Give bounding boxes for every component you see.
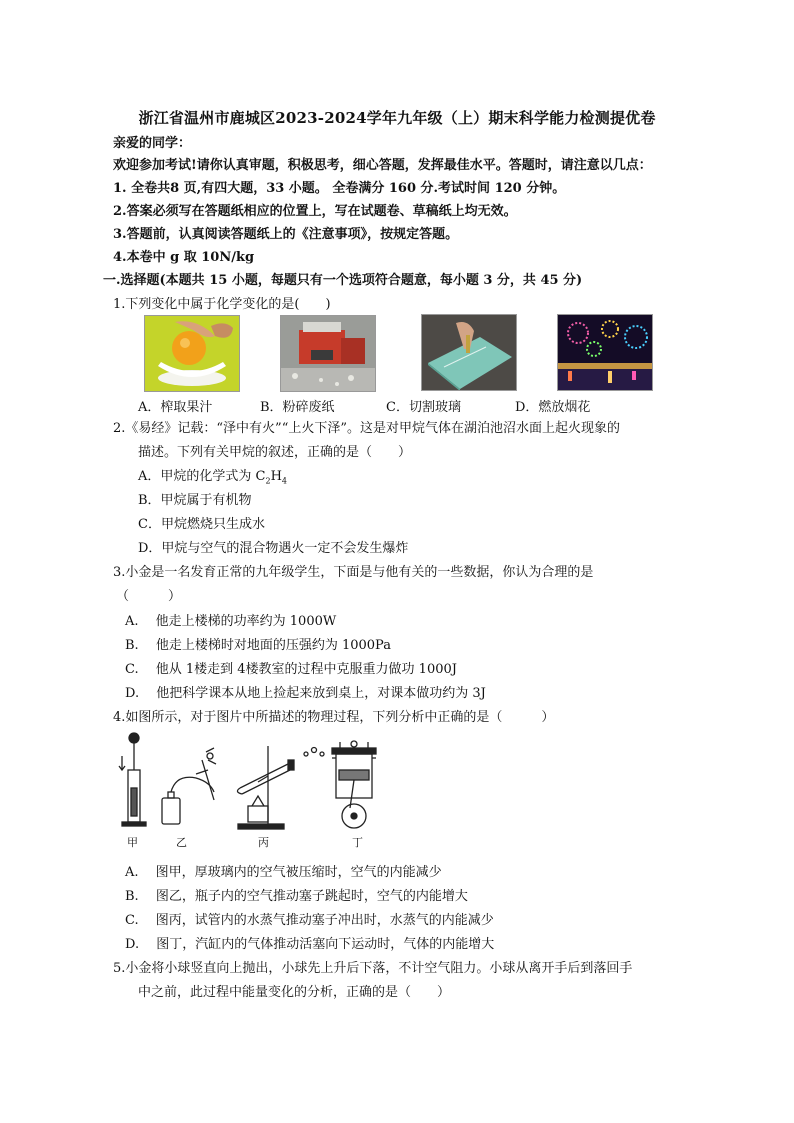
glass-cutting-photo: [421, 314, 517, 391]
question-2-option-b[interactable]: B．甲烷属于有机物: [138, 493, 252, 508]
juice-photo: [144, 315, 240, 392]
question-1-stem: 1.下列变化中属于化学变化的是( ): [113, 297, 331, 312]
notice-intro: 欢迎参加考试!请你认真审题，积极思考，细心答题，发挥最佳水平。答题时，请注意以几点：: [113, 158, 652, 173]
question-1-option-a[interactable]: A．榨取果汁: [138, 400, 213, 415]
section-heading: 一.选择题(本题共 15 小题，每题只有一个选项符合题意，每小题 3 分，共 45 分): [103, 273, 583, 288]
glass-cutting-image: [422, 315, 516, 390]
question-4-option-d[interactable]: D. 图丁，汽缸内的气体推动活塞向下运动时，气体的内能增大: [125, 937, 495, 952]
question-5-stem-line2: 中之前，此过程中能量变化的分析，正确的是（ ）: [138, 985, 451, 1000]
question-4-option-b[interactable]: B. 图乙，瓶子内的空气推动塞子跳起时，空气的内能增大: [125, 889, 468, 904]
greeting: 亲爱的同学：: [113, 136, 192, 151]
question-1-option-b[interactable]: B．粉碎废纸: [260, 400, 335, 415]
notice-4: 4.本卷中 g 取 10N/kg: [113, 250, 255, 265]
question-3-option-a[interactable]: A. 他走上楼梯的功率约为 1000W: [125, 614, 337, 629]
fireworks-photo: [557, 314, 653, 391]
question-2-option-a[interactable]: A．甲烷的化学式为 $C_2H_4$: [138, 469, 287, 486]
shredder-photo: [280, 315, 376, 392]
figure-label-ding: 丁: [352, 836, 363, 849]
question-3-option-c[interactable]: C. 他从 1楼走到 4楼教室的过程中克服重力做功 1000J: [125, 662, 457, 677]
notice-1: 1. 全卷共8 页,有四大题，33 小题。 全卷满分 160 分.考试时间 120 分钟。: [113, 181, 566, 196]
figure-label-yi: 乙: [176, 836, 187, 849]
question-3-option-b[interactable]: B. 他走上楼梯时对地面的压强约为 1000Pa: [125, 638, 391, 653]
fireworks-image: [558, 315, 652, 390]
question-2-option-c[interactable]: C．甲烷燃烧只生成水: [138, 517, 265, 532]
figure-label-jia: 甲: [127, 836, 138, 849]
question-3-option-d[interactable]: D. 他把科学课本从地上捡起来放到桌上，对课本做功约为 3J: [125, 686, 486, 701]
shredder-image: [281, 316, 375, 391]
question-1-options: [138, 396, 698, 414]
notice-3: 3.答题前，认真阅读答题纸上的《注意事项》，按规定答题。: [113, 227, 459, 242]
question-1-option-c[interactable]: C．切割玻璃: [386, 400, 461, 415]
question-4-option-c[interactable]: C. 图丙，试管内的水蒸气推动塞子冲出时，水蒸气的内能减少: [125, 913, 494, 928]
question-2-stem-line2: 描述。下列有关甲烷的叙述，正确的是（ ）: [138, 445, 412, 460]
question-3-stem-line1: 3.小金是一名发育正常的九年级学生，下面是与他有关的一些数据，你认为合理的是: [113, 565, 594, 580]
apparatus-diagram: [118, 730, 398, 848]
question-4-stem: 4.如图所示，对于图片中所描述的物理过程，下列分析中正确的是（ ）: [113, 710, 555, 725]
notice-2: 2.答案必须写在答题纸相应的位置上，写在试题卷、草稿纸上均无效。: [113, 204, 517, 219]
page-title: 浙江省温州市鹿城区2023-2024学年九年级（上）期末科学能力检测提优卷: [138, 109, 656, 127]
question-5-stem-line1: 5.小金将小球竖直向上抛出，小球先上升后下落，不计空气阻力。小球从离开手后到落回手: [113, 961, 633, 976]
juicer-image: [145, 316, 239, 391]
question-2-option-d[interactable]: D．甲烷与空气的混合物遇火一定不会发生爆炸: [138, 541, 409, 556]
question-4-option-a[interactable]: A. 图甲，厚玻璃内的空气被压缩时，空气的内能减少: [125, 865, 442, 880]
question-4-figure: [118, 730, 398, 848]
question-1-option-d[interactable]: D．燃放烟花: [515, 400, 591, 415]
question-3-stem-line2: （ ）: [116, 589, 182, 604]
question-2-stem-line1: 2.《易经》记载：“泽中有火”“上火下泽”。这是对甲烷气体在湖泊池沼水面上起火现象的: [113, 421, 620, 436]
figure-label-bing: 丙: [258, 836, 269, 849]
